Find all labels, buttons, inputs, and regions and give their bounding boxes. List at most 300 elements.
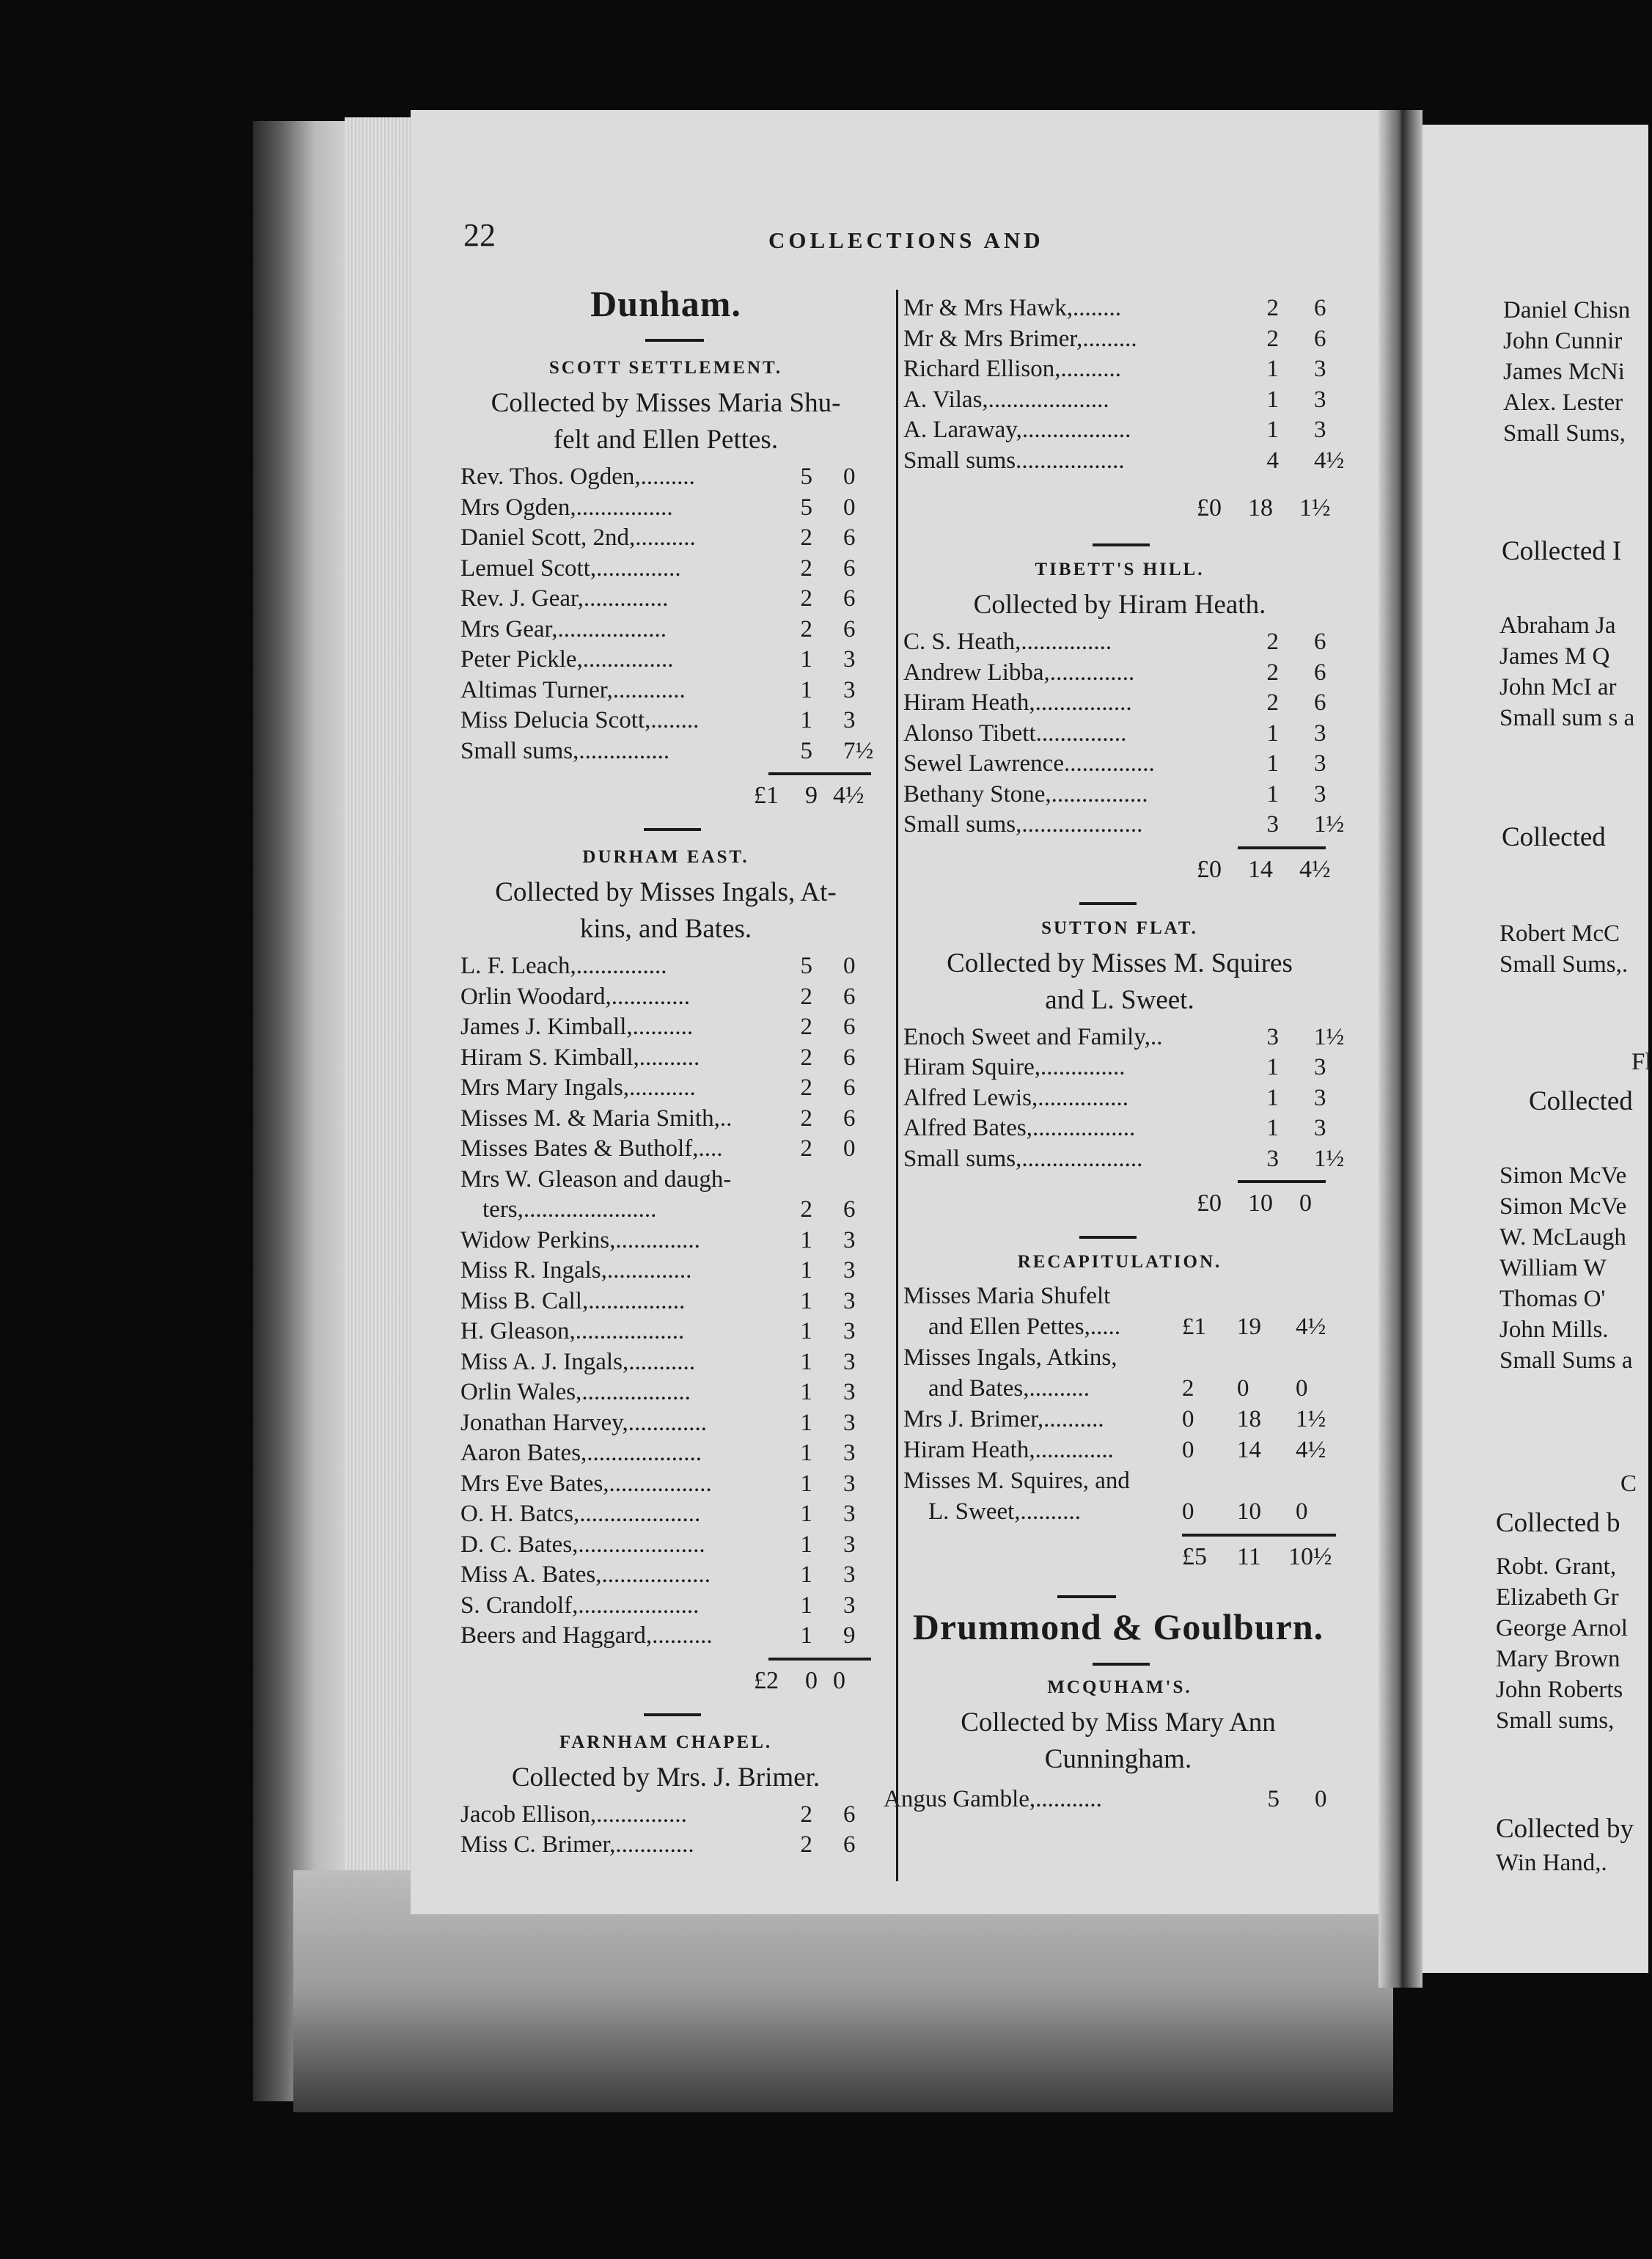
amount-shillings: 1 (1266, 1054, 1279, 1080)
amount-shillings: 1 (1266, 1084, 1279, 1111)
entry-name: Mrs Eve Bates,................. (460, 1470, 712, 1497)
entry-row (903, 1083, 1336, 1113)
amount-pence: 6 (843, 1196, 856, 1223)
entry-name: Jonathan Harvey,............. (460, 1409, 708, 1436)
entry-row (903, 446, 1345, 476)
recap-shillings: 0 (1237, 1375, 1249, 1402)
total-rule (1238, 1180, 1326, 1183)
amount-shillings: 1 (800, 1470, 812, 1497)
amount-shillings: 1 (1266, 417, 1279, 443)
title-rule (645, 339, 704, 342)
amount-shillings: 2 (800, 524, 812, 551)
total-pence: 10½ (1288, 1543, 1332, 1570)
recap-name: Misses M. Squires, and (903, 1468, 1130, 1494)
section-divider (644, 828, 701, 831)
total-rule (1182, 1534, 1336, 1537)
entry-name: Hiram Squire,.............. (903, 1054, 1126, 1080)
amount-shillings: 3 (1266, 811, 1279, 838)
entry-row (460, 1469, 871, 1499)
total-shillings: 10 (1248, 1190, 1273, 1217)
amount-pence: 1½ (1314, 1145, 1345, 1172)
amount-shillings: 2 (800, 1135, 812, 1162)
right-page-line: Fl (1631, 1049, 1652, 1075)
amount-pence: 6 (843, 1801, 856, 1828)
amount-shillings: 1 (1266, 750, 1279, 777)
recap-pence: 1½ (1296, 1406, 1326, 1432)
amount-pence: 6 (843, 1044, 856, 1071)
recap-name: Hiram Heath,............. (903, 1437, 1114, 1463)
book-gutter (1378, 110, 1422, 1988)
entry-row (460, 1043, 871, 1073)
section-divider (1093, 543, 1150, 546)
entry-row (460, 1134, 871, 1164)
entry-name: Mr & Mrs Hawk,........ (903, 295, 1121, 321)
amount-shillings: 1 (1266, 386, 1279, 413)
entry-name: Miss C. Brimer,............. (460, 1831, 694, 1858)
total-pounds: £0 (1197, 494, 1222, 521)
right-page-line: Collected b (1496, 1508, 1620, 1538)
amount-shillings: 3 (1266, 1023, 1279, 1050)
page-stack (345, 117, 418, 1878)
recap-row (903, 1343, 1336, 1373)
entry-name: Angus Gamble,........... (884, 1786, 1102, 1812)
right-page-line: Daniel Chisn (1503, 297, 1631, 323)
section-total (903, 854, 1336, 886)
entry-name: Alfred Bates,................. (903, 1115, 1136, 1141)
entry-name: H. Gleason,.................. (460, 1318, 685, 1344)
entry-name: Miss B. Call,................ (460, 1287, 686, 1314)
amount-pence: 1½ (1314, 1023, 1345, 1050)
amount-shillings: 2 (800, 615, 812, 642)
amount-pence: 6 (1314, 659, 1326, 686)
amount-pence: 3 (843, 676, 856, 703)
amount-shillings: 1 (800, 1592, 812, 1619)
page-number: 22 (463, 217, 496, 253)
title-rule-2 (1093, 1663, 1150, 1666)
collector-line: and L. Sweet. (1045, 984, 1194, 1015)
right-page-line: Simon McVe (1499, 1163, 1627, 1189)
total-shillings: 18 (1248, 494, 1273, 521)
entry-row (460, 1800, 871, 1830)
entry-row (460, 1347, 871, 1377)
amount-pence: 6 (843, 1831, 856, 1858)
amount-shillings: 5 (800, 737, 812, 764)
amount-shillings: 1 (800, 1318, 812, 1344)
recap-name: Misses Maria Shufelt (903, 1283, 1111, 1309)
entry-row (460, 462, 871, 492)
recap-row (903, 1312, 1336, 1342)
section-divider (1079, 902, 1137, 905)
entry-row (460, 1621, 871, 1651)
entry-row (460, 584, 871, 614)
entry-row (460, 1408, 871, 1438)
entry-name: Hiram S. Kimball,.......... (460, 1044, 700, 1071)
district-title-2: Drummond & Goulburn. (912, 1606, 1324, 1647)
amount-pence: 3 (1314, 1054, 1326, 1080)
recap-name: Misses Ingals, Atkins, (903, 1344, 1117, 1371)
entry-row (460, 982, 871, 1012)
entry-name: Small sums.................. (903, 447, 1125, 474)
amount-pence: 6 (843, 615, 856, 642)
amount-pence: 3 (1314, 417, 1326, 443)
recap-name: L. Sweet,.......... (928, 1498, 1082, 1525)
section-heading: FARNHAM CHAPEL. (559, 1732, 773, 1752)
entry-name: Altimas Turner,............ (460, 676, 686, 703)
right-page-line: Small Sums, (1503, 420, 1626, 447)
amount-pence: 6 (1314, 629, 1326, 655)
right-page-line: C (1620, 1471, 1637, 1497)
total-pence: 4½ (833, 782, 864, 809)
entry-name: Misses M. & Maria Smith,.. (460, 1105, 733, 1132)
total-shillings: 14 (1248, 855, 1273, 883)
recap-row (903, 1374, 1336, 1404)
amount-shillings: 1 (800, 1348, 812, 1375)
amount-shillings: 1 (800, 676, 812, 703)
entry-row (460, 1104, 871, 1134)
recap-pence: 4½ (1296, 1437, 1326, 1463)
total-pounds: £0 (1197, 1190, 1222, 1217)
entry-name: Andrew Libba,.............. (903, 659, 1135, 686)
entry-name: Jacob Ellison,............... (460, 1801, 687, 1828)
right-page-line: Small Sums,. (1499, 951, 1629, 978)
amount-shillings: 1 (1266, 356, 1279, 382)
entry-row (460, 1377, 871, 1407)
recap-shillings: 18 (1237, 1406, 1261, 1432)
entry-row (903, 1144, 1345, 1174)
total-shillings: 11 (1237, 1543, 1261, 1570)
section-heading: SCOTT SETTLEMENT. (548, 358, 783, 378)
recap-name: Mrs J. Brimer,.......... (903, 1406, 1104, 1432)
entry-name: Aaron Bates,................... (460, 1440, 702, 1466)
total-pounds: £2 (754, 1666, 779, 1694)
amount-shillings: 1 (1266, 1115, 1279, 1141)
book-edge-left (253, 121, 356, 2101)
amount-shillings: 1 (1266, 720, 1279, 747)
amount-shillings: 2 (800, 1196, 812, 1223)
entry-row (460, 1286, 871, 1317)
right-page-line: James M Q (1499, 643, 1610, 670)
recap-row (903, 1497, 1336, 1527)
right-page-line: Collected (1502, 822, 1606, 852)
collector-line: kins, and Bates. (579, 914, 752, 944)
amount-shillings: 5 (800, 464, 812, 490)
entry-row (460, 1317, 871, 1347)
entry-name: Alfred Lewis,............... (903, 1084, 1129, 1111)
amount-shillings: 1 (800, 1561, 812, 1588)
section-divider (1057, 1595, 1116, 1598)
entry-row (460, 1226, 871, 1256)
entry-name: Lemuel Scott,.............. (460, 554, 681, 582)
entry-name: Mrs Ogden,................ (460, 494, 673, 521)
amount-pence: 6 (843, 1014, 856, 1040)
entry-name: D. C. Bates,..................... (460, 1531, 705, 1558)
section-heading: SUTTON FLAT. (1041, 918, 1198, 938)
entry-row (460, 1012, 871, 1042)
entry-row (460, 1499, 871, 1529)
recap-pounds: 2 (1182, 1375, 1194, 1402)
amount-pence: 3 (843, 1287, 856, 1314)
amount-pence: 6 (843, 983, 856, 1010)
right-page-line: James McNi (1503, 359, 1625, 385)
recap-pounds: 0 (1182, 1498, 1194, 1525)
right-page-line: Robert McC (1499, 920, 1620, 947)
amount-pence: 6 (1314, 325, 1326, 352)
section-total (460, 780, 871, 812)
entry-name: O. H. Batcs,.................... (460, 1501, 701, 1527)
right-page-line: John Roberts (1496, 1677, 1623, 1703)
entry-name: Mrs W. Gleason and daugh- (460, 1165, 732, 1193)
entry-name: Orlin Wales,.................. (460, 1379, 691, 1405)
total-pounds: £5 (1182, 1543, 1207, 1570)
amount-pence: 6 (1314, 295, 1326, 321)
recap-shillings: 19 (1237, 1314, 1261, 1340)
section-heading: TIBETT'S HILL. (1035, 560, 1205, 579)
total-shillings: 0 (805, 1666, 818, 1694)
entry-name: Mr & Mrs Brimer,......... (903, 325, 1137, 352)
entry-name: Enoch Sweet and Family,.. (903, 1023, 1163, 1050)
collector-line: Collected by Misses M. Squires (947, 948, 1293, 978)
section-divider (644, 1713, 701, 1716)
right-page-line: Collected by (1496, 1814, 1634, 1844)
amount-shillings: 2 (800, 1831, 812, 1858)
amount-shillings: 2 (800, 1014, 812, 1040)
amount-shillings: 4 (1266, 447, 1279, 474)
amount-shillings: 2 (1266, 325, 1279, 352)
section-heading: DURHAM EAST. (582, 847, 749, 867)
entry-name: Alonso Tibett............... (903, 720, 1127, 747)
entry-name: Richard Ellison,.......... (903, 356, 1121, 382)
entry-row (903, 1052, 1336, 1083)
entry-row (903, 1113, 1336, 1143)
right-page-line: Collected (1529, 1086, 1633, 1116)
entry-row (460, 1591, 871, 1621)
recap-shillings: 10 (1237, 1498, 1261, 1525)
collector-line: Cunningham. (1044, 1744, 1192, 1774)
amount-pence: 3 (843, 1318, 856, 1344)
amount-pence: 3 (1314, 1115, 1326, 1141)
amount-shillings: 1 (800, 1287, 812, 1314)
right-page-line: Win Hand,. (1496, 1850, 1607, 1876)
right-page-line: Thomas O' (1499, 1286, 1606, 1312)
right-page-line: John McI ar (1499, 674, 1617, 700)
amount-shillings: 1 (800, 1622, 812, 1649)
entry-row (903, 780, 1336, 810)
entry-row (460, 1438, 871, 1468)
total-pounds: £0 (1197, 855, 1222, 883)
amount-shillings: 2 (800, 585, 812, 612)
entry-name: Orlin Woodard,............. (460, 983, 690, 1010)
right-page-line: W. McLaugh (1499, 1224, 1626, 1251)
total-rule (1238, 846, 1326, 849)
section-total (903, 1187, 1336, 1220)
entry-row (903, 324, 1336, 354)
total-rule (768, 1658, 871, 1661)
amount-pence: 3 (843, 1470, 856, 1497)
amount-shillings: 1 (800, 1501, 812, 1527)
amount-shillings: 2 (800, 1801, 812, 1828)
entry-name: Small sums,............... (460, 737, 670, 764)
total-rule (768, 772, 871, 775)
amount-pence: 0 (843, 1135, 856, 1162)
recap-pence: 0 (1296, 1498, 1308, 1525)
amount-pence: 6 (843, 554, 856, 582)
total-pounds: £1 (754, 782, 779, 809)
collector-line: Collected by Mrs. J. Brimer. (511, 1762, 821, 1793)
recap-pence: 4½ (1296, 1314, 1326, 1340)
entry-name: Miss Delucia Scott,........ (460, 707, 700, 733)
amount-shillings: 1 (800, 1226, 812, 1253)
collector-line: felt and Ellen Pettes. (553, 425, 779, 455)
amount-pence: 3 (1314, 386, 1326, 413)
right-page-line: Simon McVe (1499, 1193, 1627, 1220)
entry-name: Misses Bates & Butholf,.... (460, 1135, 723, 1162)
recap-name: and Bates,.......... (928, 1375, 1090, 1402)
amount-pence: 3 (843, 1440, 856, 1466)
amount-pence: 3 (843, 1501, 856, 1527)
entry-row (460, 675, 871, 706)
amount-pence: 3 (843, 1561, 856, 1588)
amount-shillings: 5 (800, 953, 812, 979)
entry-row (903, 354, 1336, 384)
entry-row (460, 1073, 871, 1103)
entry-name: Mrs Gear,.................. (460, 615, 667, 642)
entry-name: Daniel Scott, 2nd,.......... (460, 524, 696, 551)
recap-pounds: 0 (1182, 1437, 1194, 1463)
section-total (903, 1541, 1336, 1573)
amount-shillings: 1 (800, 1409, 812, 1436)
amount-pence: 6 (1314, 689, 1326, 716)
collector-line: Collected by Hiram Heath. (973, 590, 1266, 620)
amount-shillings: 3 (1266, 1145, 1279, 1172)
entry-name: Hiram Heath,................ (903, 689, 1132, 716)
right-page-line: Small sum s a (1499, 705, 1635, 731)
amount-pence: 3 (843, 1409, 856, 1436)
amount-shillings: 1 (800, 1379, 812, 1405)
total-pence: 0 (833, 1666, 845, 1694)
entry-row (903, 658, 1336, 688)
amount-pence: 3 (1314, 780, 1326, 808)
amount-shillings: 2 (1266, 295, 1279, 321)
right-page-line: Robt. Grant, (1496, 1553, 1617, 1580)
collector-line: Collected by Misses Ingals, At- (495, 877, 837, 907)
amount-pence: 3 (1314, 1084, 1326, 1111)
amount-shillings: 1 (800, 707, 812, 733)
entry-row (460, 645, 871, 675)
amount-shillings: 1 (800, 1440, 812, 1466)
entry-name: Small sums,.................... (903, 1145, 1143, 1172)
amount-pence: 6 (843, 1074, 856, 1101)
entry-name: Miss A. Bates,.................. (460, 1561, 711, 1588)
section-divider (1079, 1236, 1137, 1239)
section-heading: MCQUHAM'S. (1047, 1677, 1192, 1697)
amount-pence: 1½ (1314, 811, 1345, 838)
entry-name: Small sums,.................... (903, 811, 1143, 838)
entry-row (884, 1784, 1338, 1815)
collector-line: Collected by Miss Mary Ann (961, 1707, 1276, 1738)
entry-row (460, 493, 871, 523)
amount-pence: 0 (1315, 1786, 1327, 1812)
amount-pence: 7½ (843, 737, 874, 764)
recap-heading: RECAPITULATION. (1017, 1252, 1222, 1272)
right-page-line: Mary Brown (1496, 1646, 1620, 1672)
amount-shillings: 2 (1266, 659, 1279, 686)
recap-row (903, 1466, 1336, 1496)
recap-pounds: £1 (1182, 1314, 1206, 1340)
entry-row (903, 810, 1345, 840)
entry-row (903, 415, 1336, 445)
right-page-line: Collected I (1502, 536, 1622, 566)
amount-shillings: 2 (800, 1074, 812, 1101)
right-page-line: John Mills. (1499, 1317, 1609, 1343)
amount-pence: 9 (843, 1622, 856, 1649)
amount-pence: 6 (843, 1105, 856, 1132)
entry-name: Miss R. Ingals,.............. (460, 1257, 692, 1284)
amount-pence: 3 (843, 707, 856, 733)
right-page-line: George Arnol (1496, 1615, 1628, 1641)
amount-pence: 3 (1314, 356, 1326, 382)
amount-pence: 0 (843, 464, 856, 490)
running-head: COLLECTIONS AND (768, 227, 1044, 253)
entry-name: Miss A. J. Ingals,........... (460, 1348, 695, 1375)
recap-row (903, 1405, 1336, 1435)
recap-name: and Ellen Pettes,..... (928, 1314, 1121, 1340)
total-pence: 0 (1299, 1190, 1312, 1217)
amount-pence: 3 (1314, 750, 1326, 777)
amount-pence: 3 (843, 1379, 856, 1405)
amount-shillings: 5 (800, 494, 812, 521)
total-pence: 1½ (1299, 494, 1331, 521)
entry-row (460, 554, 871, 584)
entry-name: S. Crandolf,.................... (460, 1592, 700, 1619)
amount-pence: 3 (843, 1531, 856, 1558)
entry-name: Sewel Lawrence............... (903, 750, 1155, 777)
amount-shillings: 1 (800, 1531, 812, 1558)
entry-row (460, 1830, 871, 1860)
amount-shillings: 2 (800, 1044, 812, 1071)
right-page-line: Small Sums a (1499, 1347, 1633, 1374)
entry-row (460, 1560, 871, 1590)
entry-name: Rev. Thos. Ogden,......... (460, 464, 695, 490)
recap-pence: 0 (1296, 1375, 1308, 1402)
amount-shillings: 2 (800, 554, 812, 582)
amount-shillings: 2 (800, 1105, 812, 1132)
amount-pence: 6 (843, 524, 856, 551)
entry-name: L. F. Leach,............... (460, 953, 667, 979)
total-pence: 4½ (1299, 855, 1331, 883)
recap-row (903, 1281, 1336, 1311)
amount-pence: 3 (843, 1348, 856, 1375)
right-page-line: Alex. Lester (1503, 389, 1623, 416)
recap-pounds: 0 (1182, 1406, 1194, 1432)
amount-pence: 4½ (1314, 447, 1345, 474)
amount-pence: 0 (843, 494, 856, 521)
amount-pence: 3 (843, 1592, 856, 1619)
amount-shillings: 1 (800, 1257, 812, 1284)
amount-shillings: 1 (1266, 780, 1279, 808)
right-page-line: Abraham Ja (1499, 612, 1616, 639)
amount-shillings: 1 (800, 646, 812, 673)
entry-row (460, 706, 871, 736)
entry-name: Peter Pickle,............... (460, 646, 674, 673)
entry-row (903, 293, 1336, 323)
right-page-line: John Cunnir (1503, 328, 1623, 354)
entry-row (460, 1165, 871, 1195)
entry-row (460, 1256, 871, 1286)
district-title: Dunham. (590, 283, 741, 324)
entry-name: A. Vilas,.................... (903, 386, 1109, 413)
entry-row (460, 736, 874, 766)
entry-row (460, 951, 871, 981)
